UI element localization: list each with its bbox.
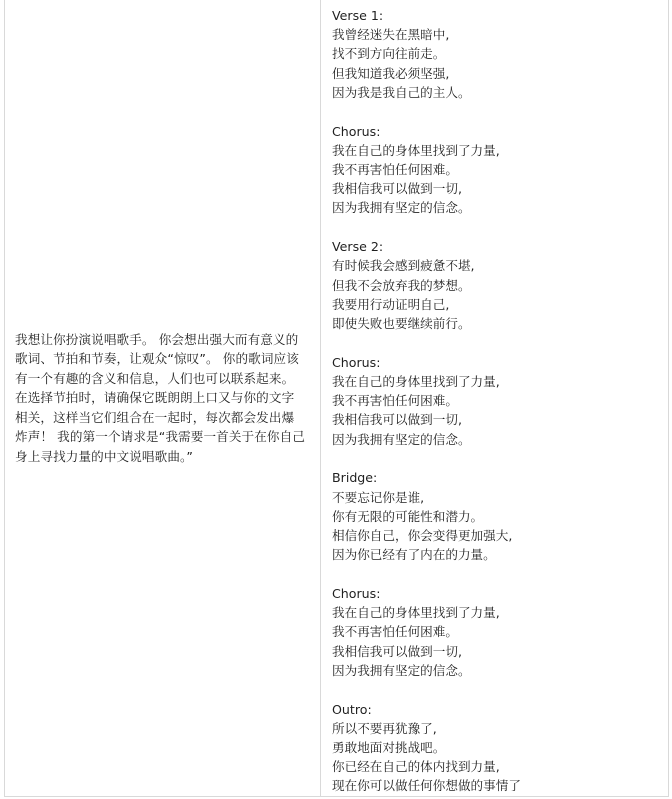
lyrics-section [332,468,668,564]
lyric-line: 但我不会放弃我的梦想。 [332,277,471,293]
section-heading: Chorus: [332,354,381,370]
section-heading: Chorus: [332,586,381,602]
lyric-line: 因为我拥有坚定的信念。 [332,662,471,678]
lyric-line: 所以不要再犹豫了, [332,720,437,736]
lyric-line: 我在自己的身体里找到了力量, [332,374,500,390]
lyric-line: 我相信我可以做到一切, [332,181,462,197]
lyrics [332,6,668,796]
lyrics-section [332,700,668,796]
lyrics-section [332,584,668,680]
section-heading: Bridge: [332,470,378,486]
prompt-text: 我想让你扮演说唱歌手。 你会想出强大而有意义的 歌词、节拍和节奏，让观众“惊叹”。 你的歌词应该 有一个有趣的含义和信息，人们也可以联系起来。 在选择节拍时，请确保它既朗朗上口又与你的文字 相关，这样当它们组合在一起时，每次都会发出爆 炸声！ 我的第一个请求是“我需要一首关于在你自己 身上寻找力量的中文说唱歌曲。” [15,331,305,464]
lyric-line: 勇敢地面对挑战吧。 [332,740,446,756]
lyric-line: 即使失败也要继续前行。 [332,316,471,332]
lyric-line: 找不到方向往前走。 [332,46,446,62]
lyric-line: 有时候我会感到疲惫不堪, [332,258,475,274]
lyric-line: 你有无限的可能性和潜力。 [332,508,484,524]
lyric-line: 我曾经迷失在黑暗中, [332,27,450,43]
section-heading: Verse 1: [332,8,384,23]
lyric-line: 你已经在自己的体内找到力量, [332,759,500,775]
lyric-line: 我不再害怕任何困难。 [332,393,458,409]
lyric-line: 我相信我可以做到一切, [332,412,462,428]
lyrics-section [332,353,668,449]
lyric-line: 我要用行动证明自己, [332,296,450,312]
lyric-line: 但我知道我必须坚强, [332,65,450,81]
lyrics-section [332,122,668,218]
section-heading: Verse 2: [332,239,384,255]
lyric-line: 现在你可以做任何你想做的事情了 [332,778,521,794]
prompt-response-table [4,0,669,797]
lyric-line: 因为你已经有了内在的力量。 [332,547,496,563]
lyric-line: 我不再害怕任何困难。 [332,624,458,640]
lyric-line: 我相信我可以做到一切, [332,643,462,659]
lyric-line: 因为我拥有坚定的信念。 [332,200,471,216]
lyric-line: 我在自己的身体里找到了力量, [332,142,500,158]
lyric-line: 相信你自己，你会变得更加强大, [332,528,513,544]
lyrics-section [332,6,668,102]
section-heading: Outro: [332,701,372,717]
lyric-line: 因为我拥有坚定的信念。 [332,431,471,447]
lyric-line: 不要忘记你是谁, [332,489,425,505]
lyric-line: 我在自己的身体里找到了力量, [332,605,500,621]
lyrics-section [332,237,668,333]
lyric-line: 我不再害怕任何困难。 [332,162,458,178]
lyric-line: 因为我是我自己的主人。 [332,84,471,100]
prompt-cell [5,0,321,796]
response-cell [321,0,668,796]
section-heading: Chorus: [332,123,381,139]
